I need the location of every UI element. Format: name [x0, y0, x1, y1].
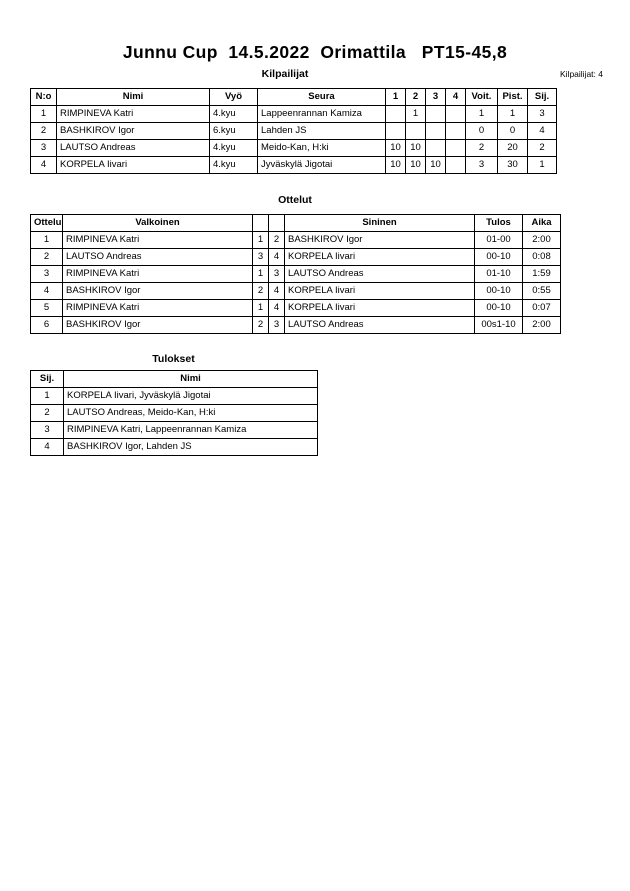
cell-points: 0 — [498, 123, 528, 140]
cell-match-3 — [426, 140, 446, 157]
header-time: Aika — [523, 215, 561, 232]
cell-wins: 1 — [466, 106, 498, 123]
table-row — [31, 140, 557, 157]
cell-score-white: 3 — [253, 249, 269, 266]
header-match-4: 4 — [446, 89, 466, 106]
table-row — [31, 422, 318, 439]
cell-match-3 — [426, 123, 446, 140]
cell-rank: 1 — [528, 157, 557, 174]
cell-match-1: 10 — [386, 157, 406, 174]
cell-blue: KORPELA Iivari — [285, 300, 475, 317]
table-header-row — [31, 371, 318, 388]
cell-result: 01-10 — [475, 266, 523, 283]
cell-result-name: KORPELA Iivari, Jyväskylä Jigotai — [64, 388, 318, 405]
cell-club: Lappeenrannan Kamiza — [258, 106, 386, 123]
cell-result-rank: 4 — [31, 439, 64, 456]
cell-wins: 2 — [466, 140, 498, 157]
table-row — [31, 157, 557, 174]
cell-match-4 — [446, 123, 466, 140]
cell-name: LAUTSO Andreas — [57, 140, 210, 157]
cell-time: 0:55 — [523, 283, 561, 300]
cell-name: BASHKIROV Igor — [57, 123, 210, 140]
header-result-rank: Sij. — [31, 371, 64, 388]
cell-rank: 4 — [528, 123, 557, 140]
cell-white: RIMPINEVA Katri — [63, 266, 253, 283]
cell-result-rank: 3 — [31, 422, 64, 439]
table-row — [31, 232, 561, 249]
header-blue: Sininen — [285, 215, 475, 232]
cell-blue: BASHKIROV Igor — [285, 232, 475, 249]
cell-belt: 4.kyu — [210, 106, 258, 123]
cell-wins: 3 — [466, 157, 498, 174]
cell-score-white: 1 — [253, 232, 269, 249]
cell-time: 1:59 — [523, 266, 561, 283]
cell-time: 2:00 — [523, 232, 561, 249]
cell-result-rank: 2 — [31, 405, 64, 422]
header-match-3: 3 — [426, 89, 446, 106]
competitors-table — [30, 88, 557, 174]
cell-white: LAUTSO Andreas — [63, 249, 253, 266]
cell-match-no: 6 — [31, 317, 63, 334]
cell-match-3: 10 — [426, 157, 446, 174]
cell-name: RIMPINEVA Katri — [57, 106, 210, 123]
cell-white: RIMPINEVA Katri — [63, 232, 253, 249]
cell-rank: 3 — [528, 106, 557, 123]
cell-no: 4 — [31, 157, 57, 174]
header-no: N:o — [31, 89, 57, 106]
cell-score-white: 1 — [253, 300, 269, 317]
cell-match-2 — [406, 123, 426, 140]
header-points: Pist. — [498, 89, 528, 106]
cell-no: 2 — [31, 123, 57, 140]
cell-blue: LAUTSO Andreas — [285, 317, 475, 334]
cell-score-blue: 4 — [269, 249, 285, 266]
cell-match-no: 2 — [31, 249, 63, 266]
cell-blue: KORPELA Iivari — [285, 249, 475, 266]
header-match-2: 2 — [406, 89, 426, 106]
header-name: Nimi — [57, 89, 210, 106]
cell-match-4 — [446, 140, 466, 157]
cell-match-4 — [446, 106, 466, 123]
cell-points: 1 — [498, 106, 528, 123]
table-row — [31, 283, 561, 300]
header-score-blue — [269, 215, 285, 232]
header-match-1: 1 — [386, 89, 406, 106]
cell-score-blue: 4 — [269, 283, 285, 300]
cell-white: RIMPINEVA Katri — [63, 300, 253, 317]
table-row — [31, 106, 557, 123]
cell-club: Jyväskylä Jigotai — [258, 157, 386, 174]
cell-club: Meido-Kan, H:ki — [258, 140, 386, 157]
cell-match-no: 5 — [31, 300, 63, 317]
cell-time: 2:00 — [523, 317, 561, 334]
cell-wins: 0 — [466, 123, 498, 140]
cell-no: 1 — [31, 106, 57, 123]
section-title-competitors: Kilpailijat — [261, 68, 309, 80]
cell-points: 30 — [498, 157, 528, 174]
cell-result: 00-10 — [475, 283, 523, 300]
cell-result-name: BASHKIROV Igor, Lahden JS — [64, 439, 318, 456]
header-result-name: Nimi — [64, 371, 318, 388]
header-match-no: Ottelu — [31, 215, 63, 232]
header-score-white — [253, 215, 269, 232]
table-row — [31, 405, 318, 422]
cell-time: 0:08 — [523, 249, 561, 266]
cell-time: 0:07 — [523, 300, 561, 317]
header-rank: Sij. — [528, 89, 557, 106]
cell-result: 00s1-10 — [475, 317, 523, 334]
cell-score-blue: 3 — [269, 317, 285, 334]
cell-score-blue: 3 — [269, 266, 285, 283]
table-row — [31, 249, 561, 266]
cell-score-blue: 2 — [269, 232, 285, 249]
cell-belt: 4.kyu — [210, 157, 258, 174]
cell-blue: KORPELA Iivari — [285, 283, 475, 300]
cell-result-name: RIMPINEVA Katri, Lappeenrannan Kamiza — [64, 422, 318, 439]
table-row — [31, 266, 561, 283]
table-row — [31, 300, 561, 317]
cell-white: BASHKIROV Igor — [63, 317, 253, 334]
cell-match-no: 4 — [31, 283, 63, 300]
cell-match-1: 10 — [386, 140, 406, 157]
cell-belt: 4.kyu — [210, 140, 258, 157]
cell-score-white: 1 — [253, 266, 269, 283]
cell-name: KORPELA Iivari — [57, 157, 210, 174]
table-row — [31, 439, 318, 456]
cell-match-2: 10 — [406, 157, 426, 174]
results-table — [30, 370, 318, 456]
cell-match-3 — [426, 106, 446, 123]
cell-belt: 6.kyu — [210, 123, 258, 140]
cell-rank: 2 — [528, 140, 557, 157]
page-title-text: Junnu Cup 14.5.2022 Orimattila PT15-45,8 — [122, 42, 508, 62]
cell-match-1 — [386, 106, 406, 123]
header-belt: Vyö — [210, 89, 258, 106]
table-header-row — [31, 89, 557, 106]
table-row — [31, 388, 318, 405]
table-row — [31, 317, 561, 334]
header-result: Tulos — [475, 215, 523, 232]
cell-match-2: 10 — [406, 140, 426, 157]
cell-no: 3 — [31, 140, 57, 157]
cell-points: 20 — [498, 140, 528, 157]
cell-white: BASHKIROV Igor — [63, 283, 253, 300]
cell-score-white: 2 — [253, 317, 269, 334]
page-title — [0, 42, 630, 63]
table-header-row — [31, 215, 561, 232]
cell-club: Lahden JS — [258, 123, 386, 140]
header-wins: Voit. — [466, 89, 498, 106]
cell-match-no: 3 — [31, 266, 63, 283]
competitor-count-label: Kilpailijat: 4 — [560, 69, 603, 79]
cell-result: 00-10 — [475, 249, 523, 266]
cell-match-1 — [386, 123, 406, 140]
matches-table — [30, 214, 561, 334]
section-title-matches: Ottelut — [278, 194, 312, 206]
cell-match-2: 1 — [406, 106, 426, 123]
header-white: Valkoinen — [63, 215, 253, 232]
cell-blue: LAUTSO Andreas — [285, 266, 475, 283]
table-row — [31, 123, 557, 140]
header-club: Seura — [258, 89, 386, 106]
cell-result-rank: 1 — [31, 388, 64, 405]
section-title-results: Tulokset — [152, 353, 195, 365]
cell-match-no: 1 — [31, 232, 63, 249]
cell-result-name: LAUTSO Andreas, Meido-Kan, H:ki — [64, 405, 318, 422]
cell-score-white: 2 — [253, 283, 269, 300]
cell-score-blue: 4 — [269, 300, 285, 317]
cell-result: 01-00 — [475, 232, 523, 249]
cell-result: 00-10 — [475, 300, 523, 317]
cell-match-4 — [446, 157, 466, 174]
